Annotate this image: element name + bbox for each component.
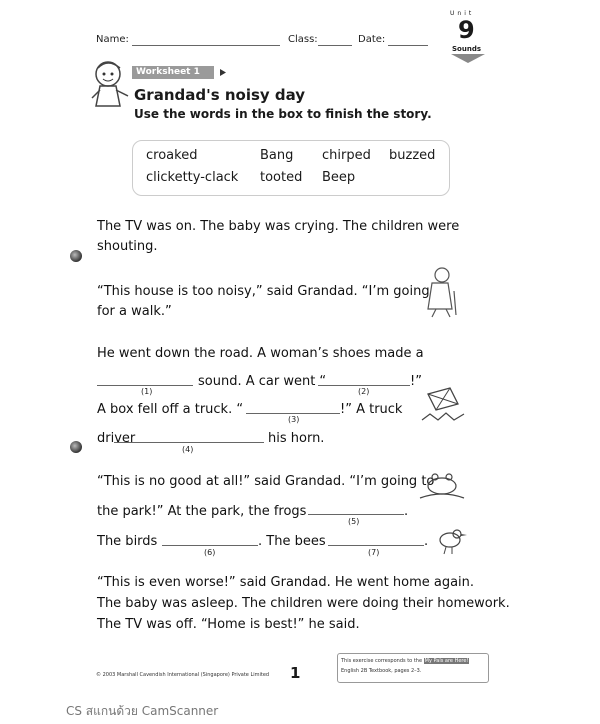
unit-topic: Sounds [452,45,481,53]
punch-hole-icon [70,250,82,262]
blank-4[interactable] [114,442,264,443]
story-line: !” [410,374,422,389]
punch-hole-icon [70,441,82,453]
story-line: sound. A car went “ [198,374,327,389]
story-line: The baby was asleep. The children were doing their homework. [97,596,510,611]
instruction: Use the words in the box to finish the story. [134,107,432,121]
blank-7[interactable] [328,545,424,546]
story-line: the park!” At the park, the frogs [97,504,307,519]
falling-box-icon [418,380,468,425]
story-line: his horn. [268,431,325,446]
textbook-note-box [337,653,489,683]
blank-3[interactable] [246,413,340,414]
word-clicketty-clack: clicketty-clack [146,170,239,185]
unit-number: 9 [458,16,475,44]
blank-5[interactable] [308,514,404,515]
blank-6[interactable] [162,545,258,546]
unit-label: Unit [450,10,475,17]
unit-arrow-icon [451,54,485,64]
play-arrow-icon [220,69,226,76]
blank-4-number: (4) [182,445,194,454]
story-line: “This is even worse!” said Grandad. He went home again. [97,575,475,590]
word-buzzed: buzzed [389,148,436,163]
story-line: . The bees [258,534,326,549]
note-book: My Pals are Here! [424,658,469,664]
story-line: driver [97,431,136,446]
note-prefix: This exercise corresponds to the [341,658,423,664]
blank-2-number: (2) [358,387,370,396]
worksheet-badge [132,66,214,79]
worksheet-badge-text: Worksheet 1 [136,67,200,77]
word-chirped: chirped [322,148,371,163]
word-tooted: tooted [260,170,303,185]
story-line: The birds [97,534,158,549]
copyright: © 2003 Marshall Cavendish International (Singapore) Private Limited [96,672,270,678]
name-label: Name: [96,34,129,45]
frog-icon [418,464,466,504]
blank-6-number: (6) [204,548,216,557]
blank-3-number: (3) [288,415,300,424]
class-line [318,45,352,46]
story-line: . [404,504,409,519]
date-line [388,45,428,46]
class-label: Class: [288,34,318,45]
word-beep: Beep [322,170,356,185]
blank-1-number: (1) [141,387,153,396]
date-label: Date: [358,34,386,45]
unit-badge [436,10,496,66]
word-bang: Bang [260,148,294,163]
story-line: “This house is too noisy,” said Grandad. “I’m going [97,284,430,299]
bird-icon [430,522,470,558]
note-suffix: English 2B Textbook, pages 2–3. [341,668,422,674]
name-line [132,45,280,46]
story-line: “This is no good at all!” said Grandad. “I’m going to [97,474,435,489]
story-line: The TV was off. “Home is best!” he said. [97,617,360,632]
camscanner-watermark: CS สแกนด้วย CamScanner [66,704,219,718]
page-number: 1 [290,664,301,682]
story-line: for a walk.” [97,304,172,319]
blank-2[interactable] [318,385,410,386]
blank-5-number: (5) [348,517,360,526]
story-line: shouting. [97,239,158,254]
story-line: A box fell off a truck. “ [97,402,244,417]
word-croaked: croaked [146,148,198,163]
story-line: The TV was on. The baby was crying. The children were [97,219,460,234]
story-line: He went down the road. A woman’s shoes made a [97,346,424,361]
grandad-walking-icon [418,265,462,320]
page-title: Grandad's noisy day [134,86,306,104]
blank-1[interactable] [97,385,193,386]
blank-7-number: (7) [368,548,380,557]
story-line: . [424,534,429,549]
story-line: !” A truck [340,402,403,417]
